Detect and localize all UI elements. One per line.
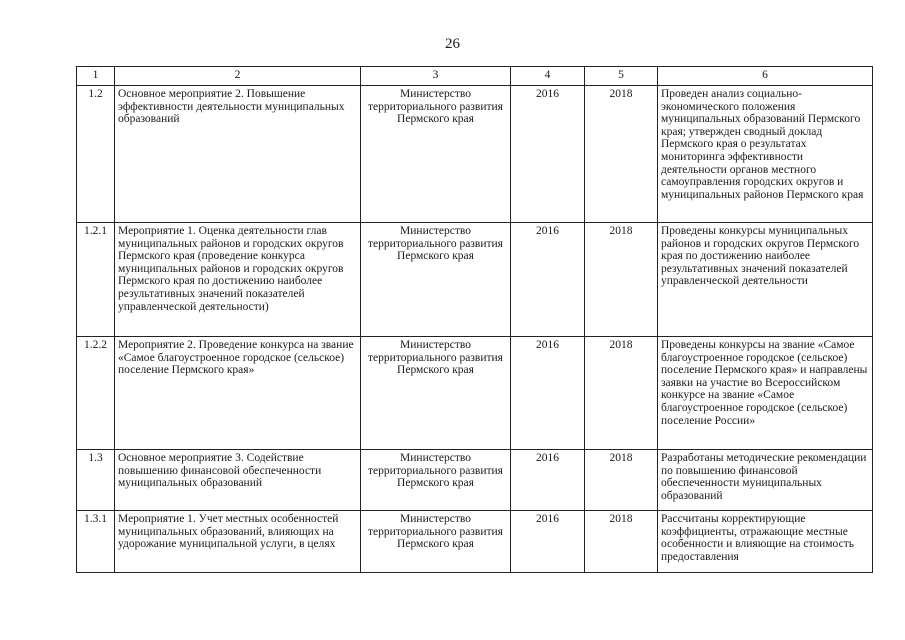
column-header: 2 [115, 67, 361, 86]
end-year: 2018 [585, 511, 658, 573]
end-year: 2018 [585, 86, 658, 223]
table-row [77, 86, 873, 223]
end-year: 2018 [585, 337, 658, 450]
header-row [77, 67, 873, 86]
expected-result: Рассчитаны корректирующие коэффициенты, отражающие местные особенности и влияющие на стоимость предоставления [658, 511, 873, 573]
row-number: 1.3.1 [77, 511, 115, 573]
column-header: 1 [77, 67, 115, 86]
start-year: 2016 [511, 223, 585, 337]
start-year: 2016 [511, 511, 585, 573]
column-header: 6 [658, 67, 873, 86]
row-number: 1.3 [77, 450, 115, 511]
row-number: 1.2.1 [77, 223, 115, 337]
executor: Министерство территориального развития Пермского края [361, 223, 511, 337]
activity-name: Мероприятие 2. Проведение конкурса на звание «Самое благоустроенное городское (сельское) поселение Пермского края» [115, 337, 361, 450]
table-row [77, 450, 873, 511]
start-year: 2016 [511, 450, 585, 511]
activity-name: Мероприятие 1. Учет местных особенностей муниципальных образований, влияющих на удорожание муниципальной услуги, в целях [115, 511, 361, 573]
table-row [77, 223, 873, 337]
activities-table [76, 66, 873, 573]
end-year: 2018 [585, 450, 658, 511]
executor: Министерство территориального развития Пермского края [361, 450, 511, 511]
executor: Министерство территориального развития Пермского края [361, 511, 511, 573]
table-row [77, 337, 873, 450]
end-year: 2018 [585, 223, 658, 337]
page-number: 26 [445, 36, 460, 52]
column-header: 5 [585, 67, 658, 86]
row-number: 1.2 [77, 86, 115, 223]
executor: Министерство территориального развития Пермского края [361, 337, 511, 450]
activity-name: Основное мероприятие 2. Повышение эффективности деятельности муниципальных образований [115, 86, 361, 223]
executor: Министерство территориального развития Пермского края [361, 86, 511, 223]
expected-result: Проведены конкурсы на звание «Самое благоустроенное городское (сельское) поселение Пермского края» и направлены заявки на участие во Всероссийском конкурсе на звание «Самое благоустроенное городское (сельское) поселение России» [658, 337, 873, 450]
activity-name: Основное мероприятие 3. Содействие повышению финансовой обеспеченности муниципальных образований [115, 450, 361, 511]
expected-result: Проведен анализ социально-экономического положения муниципальных образований Пермского края; утвержден сводный доклад Пермского края о результатах мониторинга эффективности деятельности органов местного самоуправления городских округов и муниципальных районов Пермского края [658, 86, 873, 223]
activity-name: Мероприятие 1. Оценка деятельности глав муниципальных районов и городских округов Пермского края (проведение конкурса муниципальных районов и городских округов Пермского края по достижению наиболее результативных значений показателей управленческой деятельности) [115, 223, 361, 337]
start-year: 2016 [511, 337, 585, 450]
table-row [77, 511, 873, 573]
row-number: 1.2.2 [77, 337, 115, 450]
expected-result: Разработаны методические рекомендации по повышению финансовой обеспеченности муниципальных образований [658, 450, 873, 511]
column-header: 3 [361, 67, 511, 86]
column-header: 4 [511, 67, 585, 86]
expected-result: Проведены конкурсы муниципальных районов и городских округов Пермского края по достижению наиболее результативных значений показателей управленческой деятельности [658, 223, 873, 337]
start-year: 2016 [511, 86, 585, 223]
